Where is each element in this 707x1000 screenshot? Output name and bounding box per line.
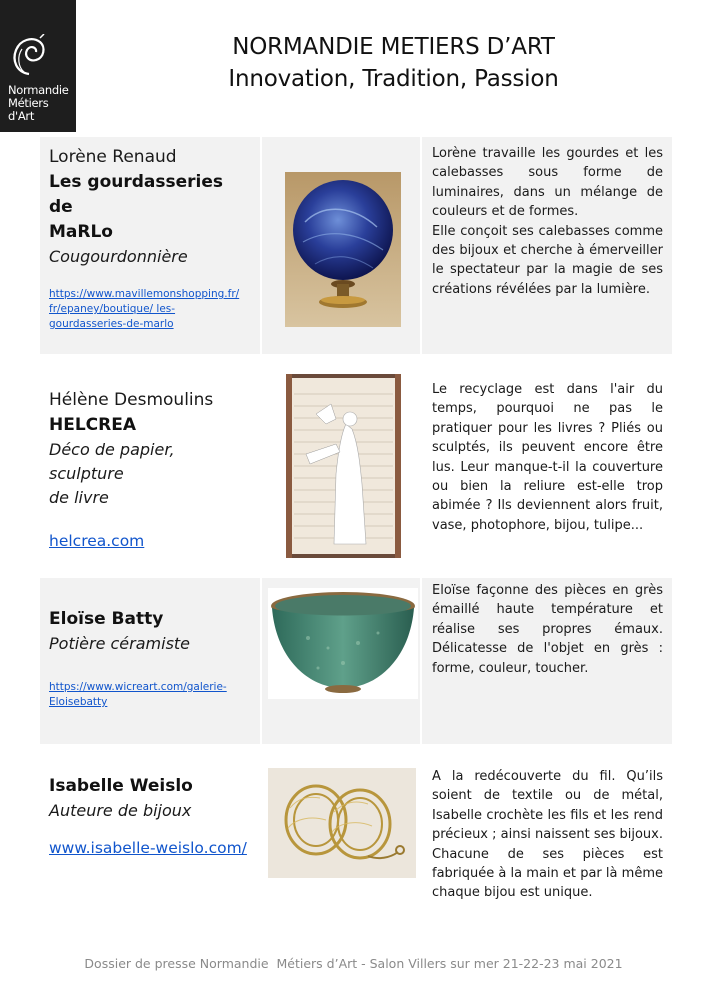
ceramic-bowl-photo <box>268 588 418 699</box>
artisan-description <box>422 762 672 942</box>
description-paragraph: Lorène travaille les gourdes et les calebasses sous forme de luminaires, dans un mélange de couleurs et de formes. <box>432 146 663 220</box>
artisan-trade-line-2: de livre <box>49 488 109 507</box>
artisan-link-line-3[interactable]: gourdasseries-de-marlo <box>49 318 174 330</box>
artisan-brand: HELCREA <box>49 415 137 435</box>
artisan-link[interactable]: helcrea.com <box>49 532 145 550</box>
description-paragraph: A la redécouverte du fil. Qu’ils soient de textile ou de métal, Isabelle crochète les fils et les rend précieux ; ainsi naissent ses bijoux. Chacune de ses pièces est fabriquée à la main et par là même chaque bijou est unique. <box>432 769 663 901</box>
artisan-description <box>422 137 672 354</box>
gourd-lamp-photo <box>285 172 401 327</box>
artisan-description <box>422 578 672 744</box>
jewelry-photo <box>268 768 416 878</box>
artisan-link[interactable] <box>49 680 252 710</box>
artisan-link-line-1[interactable]: https://www.mavillemonshopping.fr/ <box>49 288 240 300</box>
artisan-link-line-2[interactable]: fr/epaney/boutique/ les- <box>49 303 176 315</box>
artisan-name: Hélène Desmoulins <box>49 390 214 410</box>
artisan-row-renaud <box>40 137 672 354</box>
artisan-link[interactable]: www.isabelle-weislo.com/ <box>49 839 247 857</box>
artisan-info <box>40 762 260 942</box>
artisan-name: Isabelle Weislo <box>49 776 193 796</box>
artisan-photo-cell <box>262 762 420 942</box>
page-title: NORMANDIE METIERS D’ART <box>232 34 555 60</box>
artisan-info <box>40 372 260 562</box>
artisan-link-line-2[interactable]: Eloisebatty <box>49 696 108 708</box>
artisan-row-weislo <box>40 762 672 942</box>
artisan-brand-line-2: MaRLo <box>49 222 113 242</box>
page-subtitle: Innovation, Tradition, Passion <box>228 66 559 92</box>
logo-line-1: Normandie <box>8 83 69 97</box>
artisan-name: Eloïse Batty <box>49 609 164 629</box>
artisan-row-desmoulins <box>40 372 672 562</box>
artisan-trade: Cougourdonnière <box>49 247 188 266</box>
logo-line-2: Métiers <box>8 96 49 110</box>
artisan-photo-cell <box>262 578 420 744</box>
artisan-link[interactable] <box>49 287 252 332</box>
artisan-row-batty <box>40 578 672 744</box>
page-footer: Dossier de presse Normandie Métiers d’Art - Salon Villers sur mer 21-22-23 mai 2021 <box>84 956 623 971</box>
description-paragraph: Elle conçoit ses calebasses comme des bijoux et cherche à émerveiller le spectateur par la magie de ses créations révélées par la lumière. <box>432 223 663 297</box>
artisan-link-line-1[interactable]: https://www.wicreart.com/galerie- <box>49 681 227 693</box>
artisan-brand-line-1: Les gourdasseries de <box>49 172 224 217</box>
artisan-trade: Potière céramiste <box>49 634 191 653</box>
description-paragraph: Eloïse façonne des pièces en grès émaillé haute température et réalise ses propres émaux. Délicatesse de l'objet en grès : forme, couleur, toucher. <box>432 583 663 676</box>
artisan-info <box>40 578 260 744</box>
logo-line-3: d'Art <box>8 109 35 123</box>
book-sculpture-photo <box>286 374 401 558</box>
description-paragraph: Le recyclage est dans l'air du temps, pourquoi ne pas le pratiquer pour les livres ? Pliés ou sculptés, ils peuvent encore être lus. Leur manque-t-il la couverture ou bien la reliure est-elle trop abimée ? Ils deviennent alors fruit, vase, photophore, bijou, tulipe... <box>432 382 663 533</box>
artisan-name: Lorène Renaud <box>49 147 177 167</box>
logo <box>0 0 76 132</box>
artisan-trade-line-1: Déco de papier, sculpture <box>49 440 175 483</box>
artisan-description <box>422 372 672 562</box>
artisan-photo-cell <box>262 372 420 562</box>
artisan-photo-cell <box>262 137 420 354</box>
artisan-trade: Auteure de bijoux <box>49 801 192 820</box>
artisan-info <box>40 137 260 354</box>
spiral-logo-icon <box>10 34 48 78</box>
